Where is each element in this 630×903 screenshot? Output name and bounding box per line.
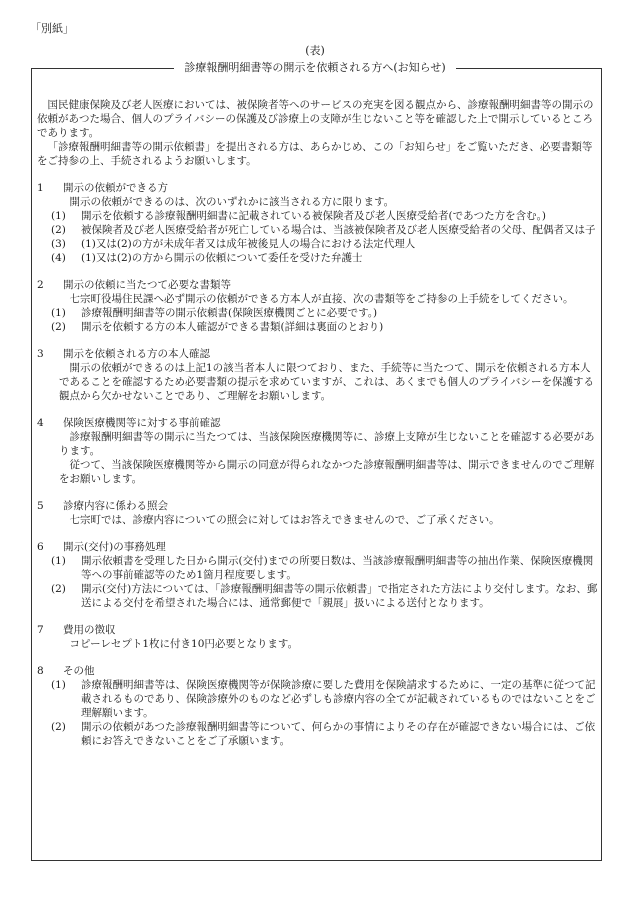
section-3 xyxy=(37,347,598,403)
item-text: 開示依頼書を受理した日から開示(交付)までの所要日数は、当該診療報酬明細書等の抽出作業、保険医療機関等への事前確認等のため1箇月程度要します。 xyxy=(81,555,594,581)
section-number: 8 xyxy=(37,665,44,677)
section-item xyxy=(37,720,598,748)
item-number: (1) xyxy=(51,210,66,222)
section-item xyxy=(37,237,598,251)
section-heading-text: 開示を依頼される方の本人確認 xyxy=(63,348,210,360)
section-7 xyxy=(37,623,598,651)
section-heading-text: 開示(交付)の事務処理 xyxy=(63,541,166,553)
section-heading-text: 保険医療機関等に対する事前確認 xyxy=(63,417,221,429)
item-text: (1)又は(2)の方から開示の依頼について委任を受けた弁護士 xyxy=(81,252,363,264)
item-number: (2) xyxy=(51,721,66,733)
frame-title-wrap xyxy=(0,61,630,75)
section-item xyxy=(37,582,598,610)
section-paragraph: 診療報酬明細書等の開示に当たつては、当該保険医療機関等に、診療上支障が生じないことを確認する必要があります。 xyxy=(59,431,595,457)
section-number: 5 xyxy=(37,500,44,512)
item-text: 開示を依頼する方の本人確認ができる書類(詳細は裏面のとおり) xyxy=(81,321,384,333)
item-number: (2) xyxy=(51,321,66,333)
item-text: (1)又は(2)の方が未成年者又は成年被後見人の場合における法定代理人 xyxy=(81,238,416,250)
section-item xyxy=(37,306,598,320)
section-paragraph: 開示の依頼ができるのは上記1の該当者本人に限つており、また、手続等に当たつて、開示を依頼される方本人であることを確認するため必要書類の提示を求めていますが、これは、あくまでも個人のプライバシーを保護する観点から欠かせないことであり、ご理解をお願いします。 xyxy=(59,362,594,402)
item-number: (1) xyxy=(51,307,66,319)
section-number: 6 xyxy=(37,541,44,553)
intro-paragraph: 国民健康保険及び老人医療においては、被保険者等へのサービスの充実を図る観点から、診療報酬明細書等の開示の依頼があつた場合、個人のプライバシーの保護及び診療上の支障が生じないこと等を確認した上で開示しているところであります。 xyxy=(37,99,594,139)
section-heading-text: 診療内容に係わる照会 xyxy=(63,500,168,512)
section-heading xyxy=(37,664,598,678)
item-text: 開示(交付)方法については、「診療報酬明細書等の開示依頼書」で指定された方法により交付します。なお、郵送による交付を希望された場合には、通常郵便で「親展」扱いによる送付となります。 xyxy=(81,583,598,609)
section-paragraph: 開示の依頼ができるのは、次のいずれかに該当される方に限ります。 xyxy=(69,196,395,208)
section-number: 7 xyxy=(37,624,44,636)
intro-paragraph: 「診療報酬明細書等の開示依頼書」を提出される方は、あらかじめ、この「お知らせ」をご覧いただき、必要書類等をご持参の上、手続されるようお願いします。 xyxy=(37,141,593,167)
section-item xyxy=(37,209,598,223)
section-item xyxy=(37,678,598,720)
item-text: 開示を依頼する診療報酬明細書に記載されている被保険者及び老人医療受給者(であつた方を含む。) xyxy=(81,210,546,222)
sections xyxy=(37,181,598,748)
item-text: 診療報酬明細書等の開示依頼書(保険医療機関ごとに必要です。) xyxy=(81,307,378,319)
section-item xyxy=(37,320,598,334)
section-number: 1 xyxy=(37,182,44,194)
corner-label: 「別紙」 xyxy=(30,22,74,35)
item-number: (4) xyxy=(51,252,66,264)
section-paragraph: 従つて、当該保険医療機関等から開示の同意が得られなかつた診療報酬明細書等は、開示できませんのでご理解をお願いします。 xyxy=(59,459,595,485)
section-5 xyxy=(37,499,598,527)
section-heading xyxy=(37,347,598,361)
section-heading-text: 費用の徴収 xyxy=(63,624,116,636)
section-heading-text: 開示の依頼に当たつて必要な書類等 xyxy=(63,279,231,291)
section-item xyxy=(37,554,598,582)
section-item xyxy=(37,251,598,265)
item-number: (2) xyxy=(51,224,66,236)
section-heading xyxy=(37,416,598,430)
section-heading xyxy=(37,499,598,513)
section-4 xyxy=(37,416,598,486)
section-1 xyxy=(37,181,598,265)
item-text: 被保険者及び老人医療受給者が死亡している場合は、当該被保険者及び老人医療受給者の父母、配偶者又は子 xyxy=(81,224,596,236)
notice-content xyxy=(37,98,598,748)
section-number: 3 xyxy=(37,348,44,360)
sheet-label: (表) xyxy=(305,44,325,57)
intro xyxy=(37,98,598,168)
item-number: (2) xyxy=(51,583,66,595)
section-6 xyxy=(37,540,598,610)
section-heading xyxy=(37,278,598,292)
item-number: (1) xyxy=(51,555,66,567)
section-paragraph: 七宗町役場住民課へ必ず開示の依頼ができる方本人が直接、次の書類等をご持参の上手続をしてください。 xyxy=(69,293,574,305)
section-8 xyxy=(37,664,598,748)
section-2 xyxy=(37,278,598,334)
section-heading-text: その他 xyxy=(63,665,95,677)
section-paragraph: 七宗町では、診療内容についての照会に対してはお答えできませんので、ご了承ください。 xyxy=(69,514,500,526)
item-text: 診療報酬明細書等は、保険医療機関等が保険診療に要した費用を保険請求するために、一定の基準に従つて記載されるものであり、保険診療外のものなど必ずしも診療内容の全てが記載されているものではないことをご理解願います。 xyxy=(81,679,596,719)
section-item xyxy=(37,223,598,237)
item-text: 開示の依頼があつた診療報酬明細書等について、何らかの事情によりその存在が確認できない場合には、ご依頼にお答えできないことをご了承願います。 xyxy=(81,721,596,747)
item-number: (1) xyxy=(51,679,66,691)
section-paragraph: コピーレセプト1枚に付き10円必要となります。 xyxy=(69,638,299,650)
section-heading xyxy=(37,540,598,554)
section-number: 4 xyxy=(37,417,44,429)
item-number: (3) xyxy=(51,238,66,250)
frame-title: 診療報酬明細書等の開示を依頼される方へ(お知らせ) xyxy=(174,61,455,74)
section-heading xyxy=(37,623,598,637)
section-heading xyxy=(37,181,598,195)
section-heading-text: 開示の依頼ができる方 xyxy=(63,182,168,194)
section-number: 2 xyxy=(37,279,44,291)
